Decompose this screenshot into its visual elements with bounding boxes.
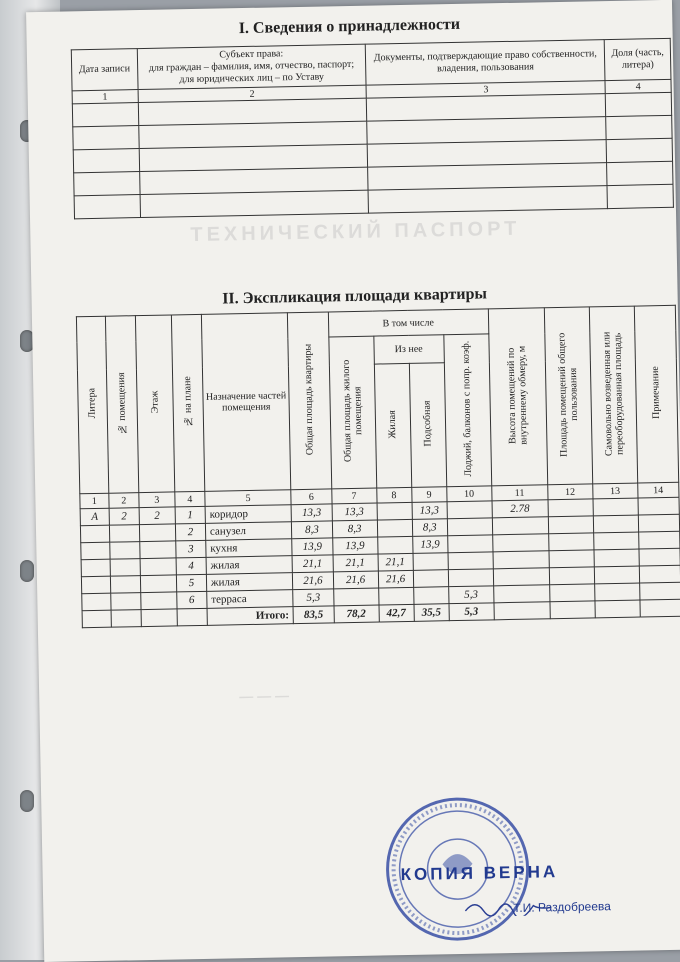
cell-room [111,593,141,611]
header-subject-line2: для граждан – фамилия, имя, отчество, паспорт; [148,58,355,74]
cell-floor [141,592,177,610]
cell-plan: 4 [176,557,206,575]
column-number: 11 [491,485,547,501]
header-date: Дата записи [71,49,137,91]
cell-liter [80,525,109,543]
cell-name: терраса [207,590,294,609]
column-number: 5 [205,490,292,507]
cell-floor [140,541,176,559]
column-number: 7 [331,488,376,504]
cell-total: 21,6 [293,572,334,590]
header-height: Высота помещений по внутреннему обмеру, м [488,308,547,486]
header-living: Жилая [374,364,411,488]
column-number: 2 [109,493,139,509]
cell-room [110,559,140,577]
column-number: 4 [605,79,671,93]
column-number: 1 [72,90,138,104]
header-total-area: Общая площадь квартиры [288,312,332,490]
column-number: 14 [637,482,679,498]
binder-hole [20,560,34,582]
cell-floor [140,558,176,576]
cell-total: 13,9 [292,538,333,556]
cell-height: 2.78 [492,500,548,518]
cell-loggia [447,535,492,553]
cell-plan: 3 [176,540,206,558]
header-loggias: Лоджий, балконов с попр. коэф. [444,334,492,487]
cell-living [377,519,412,537]
header-living-total: Общая площадь жилого помещения [328,336,376,489]
column-number: 12 [547,484,592,500]
cell-floor [139,524,175,542]
cell-liter [81,576,110,594]
header-documents: Документы, подтверждающие право собственности, владения, пользования [365,40,605,86]
bleed-through-text: ТЕХНИЧЕСКИЙ ПАСПОРТ [190,217,521,247]
header-auxiliary: Подсобная [409,363,446,487]
cell-name: жилая [206,556,293,575]
header-subject-line1: Субъект права: [219,48,284,61]
cell-loggia: 5,3 [448,586,493,604]
column-number: 13 [592,483,637,499]
document-page [26,0,680,962]
area-explication-table [76,305,680,628]
binder-hole [20,790,34,812]
cell-aux [413,553,448,571]
cell-liter [82,593,111,611]
cell-loggia [447,501,492,519]
totals-living: 42,7 [379,604,414,622]
cell-height [493,585,549,603]
cell-aux [413,570,448,588]
cell-living [377,536,412,554]
cell-name: кухня [206,539,293,558]
cell-total: 13,3 [291,504,332,522]
cell-room [109,525,139,543]
header-note: Примечание [634,305,679,483]
cell-living [378,587,413,605]
cell-liter [81,542,110,560]
cell-living-total: 21,6 [333,571,378,589]
cell-liter [81,559,110,577]
cell-plan: 5 [176,574,206,592]
cell-aux: 13,3 [412,502,447,520]
totals-aux: 35,5 [414,604,449,622]
cell-living-total [333,588,378,606]
cell-height [493,568,549,586]
column-number: 3 [366,81,605,99]
cell-room: 2 [109,508,139,526]
totals-living-total: 78,2 [334,605,379,623]
cell-living-total: 8,3 [332,520,377,538]
column-number: 3 [139,492,175,508]
cell-loggia [448,552,493,570]
header-floor: Этаж [135,315,174,493]
column-number: 2 [138,85,367,102]
totals-loggia: 5,3 [449,603,494,621]
cell-living: 21,1 [378,553,413,571]
cell-plan: 1 [175,506,205,524]
header-room-no: № помещения [105,316,138,494]
cell-total: 5,3 [293,589,334,607]
cell-height [492,517,548,535]
cell-aux [413,587,448,605]
cell-total: 21,1 [292,555,333,573]
column-number: 1 [80,493,109,509]
column-number: 4 [175,491,205,507]
header-common-area: Площадь помещений общего пользования [544,307,592,485]
totals-label: Итого: [207,607,294,626]
column-number: 8 [376,487,411,503]
cell-height [492,534,548,552]
section2-title: II. Экспликация площади квартиры [222,285,488,308]
cell-plan: 6 [177,591,207,609]
cell-name: санузел [205,522,292,541]
cell-floor: 2 [139,507,175,525]
bleed-through-text: — — — [239,687,290,705]
header-subject-line3: для юридических лиц – по Уставу [179,71,325,86]
header-purpose: Назначение частей помещения [201,313,291,492]
cell-loggia [447,518,492,536]
header-liter: Литера [76,316,108,494]
cell-living [377,502,412,520]
stamp-copy-verified: КОПИЯ ВЕРНА [400,862,559,885]
cell-loggia [448,569,493,587]
ownership-table [71,38,674,219]
header-self-built: Самовольно возведенная или переоборудованная площадь [589,306,637,484]
cell-name: коридор [205,505,292,524]
cell-living-total: 13,9 [332,537,377,555]
stamp-signer-name: Т.И. Раздобреева [513,899,611,916]
header-share: Доля (часть, литера) [605,38,671,80]
section1-title: I. Сведения о принадлежности [238,15,461,38]
cell-room [110,542,140,560]
cell-height [493,551,549,569]
totals-total-area: 83,5 [293,606,334,624]
cell-living-total: 13,3 [332,503,377,521]
column-number: 6 [291,489,331,505]
cell-total: 8,3 [292,521,333,539]
cell-plan: 2 [175,523,205,541]
header-including: В том числе [328,309,489,337]
cell-aux: 13,9 [412,536,447,554]
header-subject [137,44,366,89]
cell-living: 21,6 [378,570,413,588]
column-number: 9 [411,487,446,503]
cell-room [110,576,140,594]
cell-liter: А [80,508,109,526]
header-of-which: Из нее [373,335,444,365]
cell-living-total: 21,1 [333,554,378,572]
column-number: 10 [446,486,491,502]
cell-aux: 8,3 [412,519,447,537]
header-plan-no: № на плане [171,314,204,492]
cell-floor [140,575,176,593]
cell-name: жилая [206,573,293,592]
